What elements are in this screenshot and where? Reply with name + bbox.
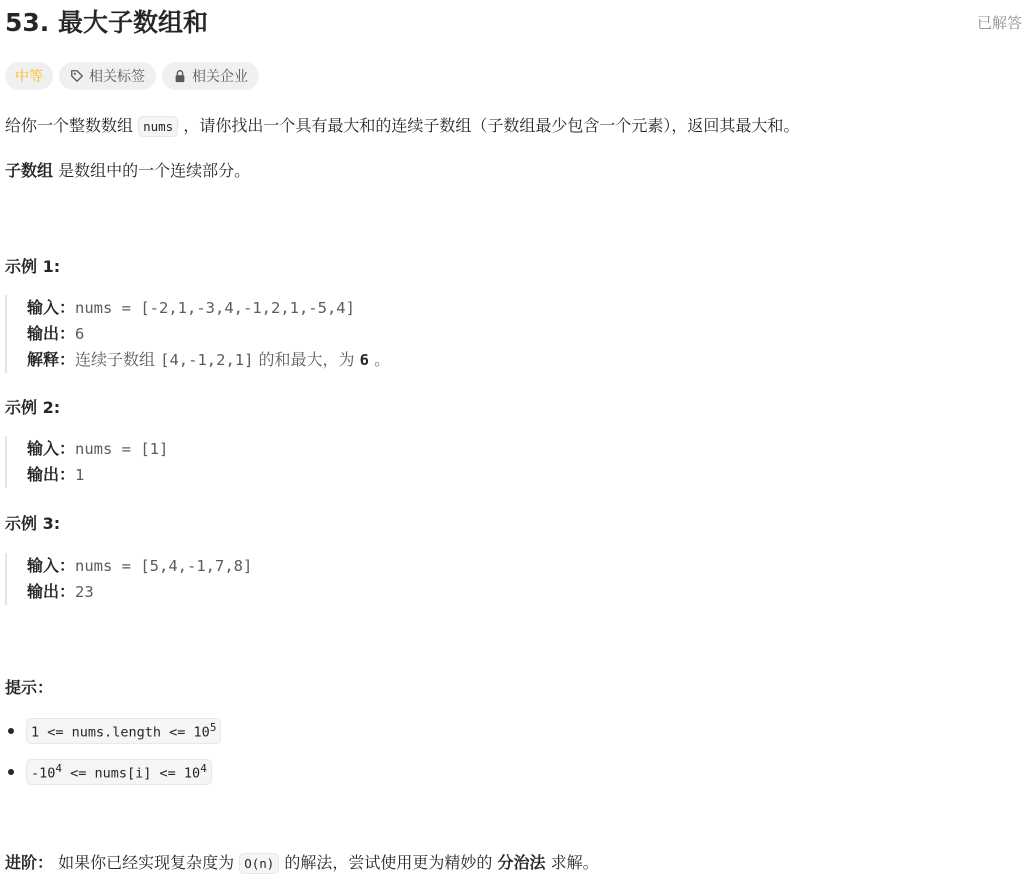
output-label: 输出：: [27, 465, 76, 484]
input-label: 输入：: [27, 298, 76, 317]
related-tags-button[interactable]: [59, 62, 156, 90]
example-1-heading: 示例 1:: [5, 257, 61, 276]
advanced-paragraph: [5, 851, 599, 876]
advanced-text: 的解法，尝试使用更为精妙的: [284, 853, 493, 872]
code-nums: nums: [138, 116, 178, 137]
subarray-term: 子数组: [5, 161, 54, 180]
desc-text: 是数组中的一个连续部分。: [58, 161, 251, 180]
description-paragraph-2: [5, 159, 250, 183]
output-label: 输出：: [27, 582, 76, 601]
problem-title: 53. 最大子数组和: [5, 8, 208, 37]
bullet: [8, 769, 14, 775]
related-companies-button[interactable]: [162, 62, 259, 90]
explain-code: [4,-1,2,1]: [160, 351, 254, 369]
hint-sup: 5: [209, 721, 217, 734]
tag-icon: [70, 69, 84, 83]
solved-status: 已解答: [976, 14, 1022, 32]
hint-sup: 4: [55, 762, 63, 775]
advanced-label: 进阶：: [5, 853, 54, 872]
example-2-block: [5, 436, 168, 488]
difficulty-badge[interactable]: [5, 62, 53, 90]
advanced-text: 求解。: [550, 853, 599, 872]
example-1-block: [5, 295, 390, 373]
explain-text: 。: [374, 350, 391, 369]
explain-text: 的和最大，为: [258, 350, 355, 369]
example-2-heading: 示例 2:: [5, 398, 61, 417]
output-value: 6: [75, 325, 85, 343]
hints-heading: 提示：: [5, 678, 54, 697]
difficulty-label: 中等: [15, 69, 43, 85]
hint-sup: 4: [200, 762, 207, 775]
explain-label: 解释：: [27, 350, 76, 369]
example-3-block: [5, 553, 252, 605]
hint-text: 1 <= nums.length <= 10: [31, 724, 210, 741]
output-label: 输出：: [27, 324, 76, 343]
lock-icon: [173, 69, 187, 83]
desc-text: ，请你找出一个具有最大和的连续子数组（子数组最少包含一个元素），返回其最大和。: [183, 116, 800, 135]
hint-item: [8, 718, 221, 744]
hint-text: -10: [31, 765, 56, 782]
output-value: 23: [75, 583, 94, 601]
bullet: [8, 728, 14, 734]
complexity-code: O(n): [239, 853, 279, 874]
hint-item: [8, 759, 212, 785]
related-companies-label: 相关企业: [192, 69, 248, 85]
input-label: 输入：: [27, 556, 76, 575]
related-tags-label: 相关标签: [89, 69, 145, 85]
explain-code: 6: [359, 351, 369, 369]
explain-text: 连续子数组: [75, 350, 156, 369]
output-value: 1: [75, 466, 85, 484]
example-3-heading: 示例 3:: [5, 514, 61, 533]
desc-text: 给你一个整数数组: [5, 116, 134, 135]
input-value: nums = [5,4,-1,7,8]: [75, 557, 253, 575]
hint-code: [26, 718, 221, 744]
tag-row: [5, 62, 259, 90]
hint-text: <= nums[i] <= 10: [62, 765, 201, 782]
hint-code: [26, 759, 212, 785]
description-paragraph-1: [5, 114, 799, 139]
input-value: nums = [1]: [75, 440, 169, 458]
divide-conquer-term: 分治法: [497, 853, 546, 872]
input-label: 输入：: [27, 439, 76, 458]
advanced-text: 如果你已经实现复杂度为: [58, 853, 235, 872]
input-value: nums = [-2,1,-3,4,-1,2,1,-5,4]: [75, 299, 355, 317]
